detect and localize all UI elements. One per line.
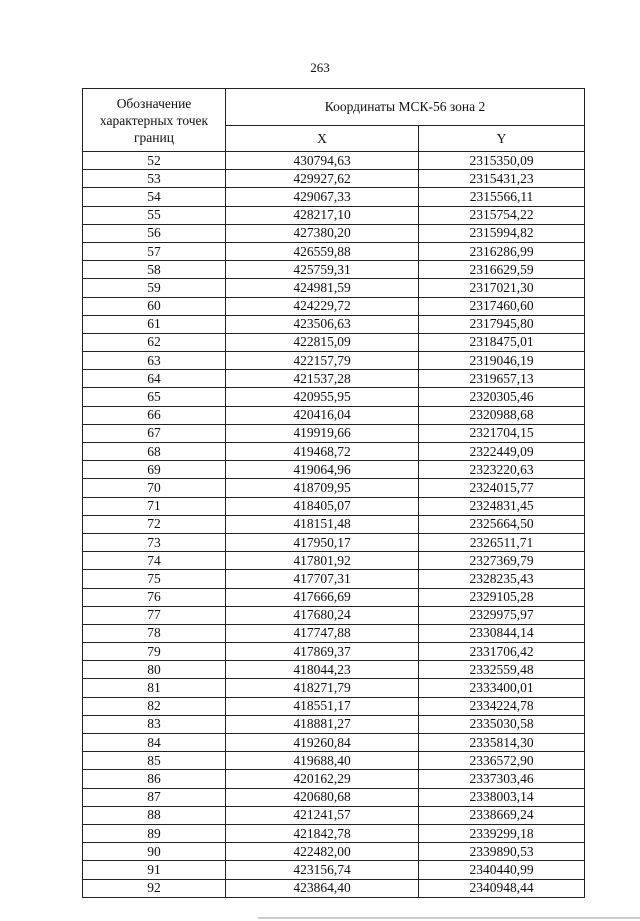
cell-point: 61 <box>83 315 226 333</box>
cell-x: 418044,23 <box>226 661 419 679</box>
cell-x: 418405,07 <box>226 497 419 515</box>
cell-y: 2316286,99 <box>419 242 585 260</box>
cell-y: 2340948,44 <box>419 879 585 897</box>
cell-y: 2329975,97 <box>419 606 585 624</box>
cell-y: 2316629,59 <box>419 261 585 279</box>
cell-y: 2333400,01 <box>419 679 585 697</box>
cell-x: 417666,69 <box>226 588 419 606</box>
cell-point: 63 <box>83 352 226 370</box>
cell-point: 67 <box>83 424 226 442</box>
cell-point: 80 <box>83 661 226 679</box>
cell-x: 423506,63 <box>226 315 419 333</box>
cell-x: 417680,24 <box>226 606 419 624</box>
cell-point: 62 <box>83 333 226 351</box>
cell-y: 2315754,22 <box>419 206 585 224</box>
cell-x: 418151,48 <box>226 515 419 533</box>
cell-y: 2317460,60 <box>419 297 585 315</box>
table-row <box>83 843 585 861</box>
table-row <box>83 588 585 606</box>
cell-x: 424981,59 <box>226 279 419 297</box>
cell-y: 2329105,28 <box>419 588 585 606</box>
cell-x: 418551,17 <box>226 697 419 715</box>
table-row <box>83 352 585 370</box>
cell-x: 423156,74 <box>226 861 419 879</box>
table-row <box>83 861 585 879</box>
cell-y: 2320305,46 <box>419 388 585 406</box>
table-row <box>83 806 585 824</box>
cell-y: 2335814,30 <box>419 734 585 752</box>
table-row <box>83 879 585 897</box>
cell-y: 2328235,43 <box>419 570 585 588</box>
cell-x: 422815,09 <box>226 333 419 351</box>
cell-point: 78 <box>83 624 226 642</box>
cell-y: 2319657,13 <box>419 370 585 388</box>
cell-y: 2315431,23 <box>419 170 585 188</box>
table-row <box>83 624 585 642</box>
cell-point: 79 <box>83 643 226 661</box>
cell-point: 84 <box>83 734 226 752</box>
cell-y: 2339890,53 <box>419 843 585 861</box>
cell-point: 73 <box>83 533 226 551</box>
table-row <box>83 552 585 570</box>
cell-x: 421537,28 <box>226 370 419 388</box>
table-row <box>83 515 585 533</box>
table-row <box>83 370 585 388</box>
cell-point: 70 <box>83 479 226 497</box>
cell-point: 86 <box>83 770 226 788</box>
cell-point: 64 <box>83 370 226 388</box>
cell-point: 52 <box>83 152 226 170</box>
table-row <box>83 643 585 661</box>
table-row <box>83 533 585 551</box>
table-row <box>83 188 585 206</box>
coordinates-table <box>82 88 585 898</box>
cell-point: 85 <box>83 752 226 770</box>
table-row <box>83 261 585 279</box>
table-row <box>83 224 585 242</box>
cell-x: 418881,27 <box>226 715 419 733</box>
cell-x: 419919,66 <box>226 424 419 442</box>
table-row <box>83 206 585 224</box>
cell-x: 419064,96 <box>226 461 419 479</box>
cell-x: 420680,68 <box>226 788 419 806</box>
cell-y: 2336572,90 <box>419 752 585 770</box>
cell-x: 419260,84 <box>226 734 419 752</box>
cell-y: 2337303,46 <box>419 770 585 788</box>
header-y: Y <box>419 126 585 152</box>
cell-point: 59 <box>83 279 226 297</box>
table-row <box>83 752 585 770</box>
table-row <box>83 297 585 315</box>
table-row <box>83 443 585 461</box>
table-row <box>83 734 585 752</box>
table-row <box>83 279 585 297</box>
cell-y: 2327369,79 <box>419 552 585 570</box>
table-row <box>83 152 585 170</box>
cell-x: 430794,63 <box>226 152 419 170</box>
table-row <box>83 333 585 351</box>
cell-x: 422482,00 <box>226 843 419 861</box>
scan-edge-line <box>258 917 640 919</box>
table-row <box>83 570 585 588</box>
cell-point: 89 <box>83 824 226 842</box>
cell-y: 2338003,14 <box>419 788 585 806</box>
cell-y: 2334224,78 <box>419 697 585 715</box>
cell-x: 418709,95 <box>226 479 419 497</box>
cell-x: 421241,57 <box>226 806 419 824</box>
cell-point: 57 <box>83 242 226 260</box>
table-row <box>83 424 585 442</box>
cell-point: 65 <box>83 388 226 406</box>
cell-point: 66 <box>83 406 226 424</box>
cell-x: 419688,40 <box>226 752 419 770</box>
cell-y: 2323220,63 <box>419 461 585 479</box>
cell-x: 426559,88 <box>226 242 419 260</box>
cell-point: 56 <box>83 224 226 242</box>
cell-x: 429067,33 <box>226 188 419 206</box>
cell-point: 91 <box>83 861 226 879</box>
cell-point: 75 <box>83 570 226 588</box>
cell-y: 2322449,09 <box>419 443 585 461</box>
cell-x: 420416,04 <box>226 406 419 424</box>
cell-y: 2324015,77 <box>419 479 585 497</box>
cell-point: 87 <box>83 788 226 806</box>
table-row <box>83 242 585 260</box>
cell-y: 2326511,71 <box>419 533 585 551</box>
header-coordinates: Координаты МСК-56 зона 2 <box>226 89 585 126</box>
table-row <box>83 406 585 424</box>
cell-point: 81 <box>83 679 226 697</box>
table-header <box>83 89 585 152</box>
cell-point: 72 <box>83 515 226 533</box>
cell-x: 417707,31 <box>226 570 419 588</box>
cell-point: 53 <box>83 170 226 188</box>
cell-x: 421842,78 <box>226 824 419 842</box>
cell-y: 2335030,58 <box>419 715 585 733</box>
table-row <box>83 770 585 788</box>
cell-point: 54 <box>83 188 226 206</box>
cell-y: 2315994,82 <box>419 224 585 242</box>
cell-x: 420162,29 <box>226 770 419 788</box>
cell-x: 423864,40 <box>226 879 419 897</box>
cell-x: 427380,20 <box>226 224 419 242</box>
cell-y: 2315566,11 <box>419 188 585 206</box>
header-point-label: Обозначение характерных точек границ <box>83 89 226 152</box>
cell-point: 77 <box>83 606 226 624</box>
table-row <box>83 661 585 679</box>
table-row <box>83 679 585 697</box>
cell-x: 417747,88 <box>226 624 419 642</box>
table-row <box>83 461 585 479</box>
cell-x: 419468,72 <box>226 443 419 461</box>
table-row <box>83 388 585 406</box>
table-row <box>83 170 585 188</box>
cell-x: 425759,31 <box>226 261 419 279</box>
cell-y: 2330844,14 <box>419 624 585 642</box>
table-row <box>83 824 585 842</box>
cell-x: 417801,92 <box>226 552 419 570</box>
cell-x: 418271,79 <box>226 679 419 697</box>
cell-x: 422157,79 <box>226 352 419 370</box>
cell-y: 2325664,50 <box>419 515 585 533</box>
cell-y: 2332559,48 <box>419 661 585 679</box>
coordinates-table-container <box>82 88 584 898</box>
cell-point: 82 <box>83 697 226 715</box>
table-row <box>83 497 585 515</box>
cell-point: 69 <box>83 461 226 479</box>
cell-x: 417869,37 <box>226 643 419 661</box>
header-x: X <box>226 126 419 152</box>
table-row <box>83 315 585 333</box>
cell-y: 2315350,09 <box>419 152 585 170</box>
table-row <box>83 715 585 733</box>
cell-point: 88 <box>83 806 226 824</box>
cell-y: 2339299,18 <box>419 824 585 842</box>
cell-y: 2317945,80 <box>419 315 585 333</box>
cell-y: 2320988,68 <box>419 406 585 424</box>
cell-point: 71 <box>83 497 226 515</box>
cell-y: 2318475,01 <box>419 333 585 351</box>
cell-x: 428217,10 <box>226 206 419 224</box>
table-body <box>83 152 585 898</box>
cell-point: 55 <box>83 206 226 224</box>
cell-x: 420955,95 <box>226 388 419 406</box>
table-row <box>83 697 585 715</box>
cell-y: 2324831,45 <box>419 497 585 515</box>
cell-point: 68 <box>83 443 226 461</box>
cell-point: 83 <box>83 715 226 733</box>
page-number: 263 <box>310 60 330 75</box>
cell-point: 74 <box>83 552 226 570</box>
table-row <box>83 788 585 806</box>
table-row <box>83 479 585 497</box>
cell-point: 60 <box>83 297 226 315</box>
cell-x: 424229,72 <box>226 297 419 315</box>
cell-point: 58 <box>83 261 226 279</box>
cell-y: 2321704,15 <box>419 424 585 442</box>
table-row <box>83 606 585 624</box>
cell-y: 2340440,99 <box>419 861 585 879</box>
cell-point: 92 <box>83 879 226 897</box>
cell-x: 429927,62 <box>226 170 419 188</box>
cell-point: 76 <box>83 588 226 606</box>
cell-point: 90 <box>83 843 226 861</box>
cell-y: 2319046,19 <box>419 352 585 370</box>
cell-y: 2331706,42 <box>419 643 585 661</box>
cell-y: 2338669,24 <box>419 806 585 824</box>
cell-x: 417950,17 <box>226 533 419 551</box>
cell-y: 2317021,30 <box>419 279 585 297</box>
